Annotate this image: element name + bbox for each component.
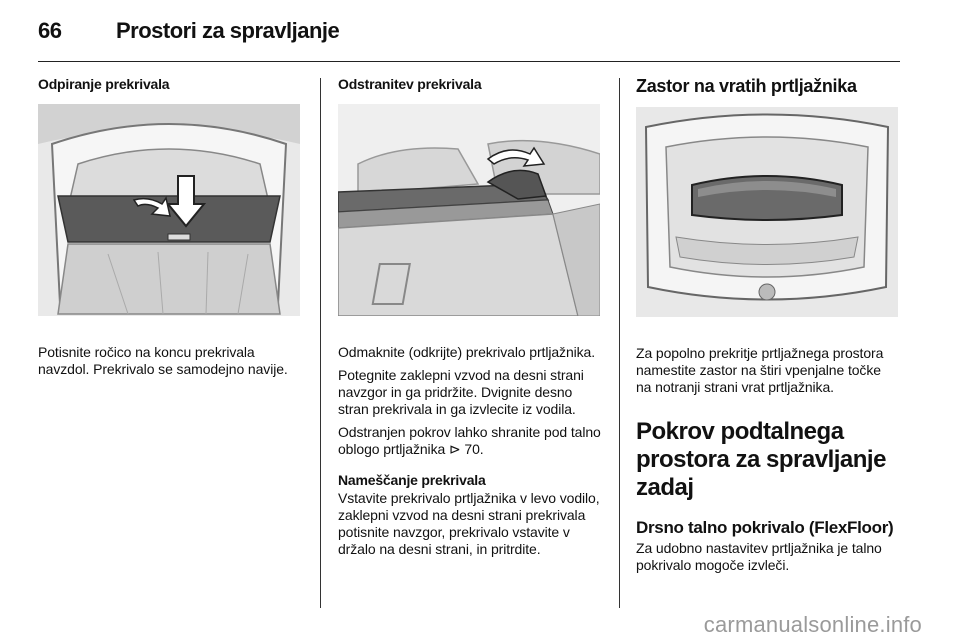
page-reference-icon: ⊳ (448, 441, 461, 457)
figure-cover-removal (338, 104, 600, 316)
column-2 (338, 76, 602, 564)
watermark: carmanualsonline.info (703, 612, 922, 637)
column-divider-right (619, 78, 620, 608)
column-1 (38, 76, 302, 384)
tailgate-blind-icon (636, 107, 898, 317)
page-number: 66 (38, 18, 62, 43)
section-heading-removal: Odstranitev prekrivala (338, 76, 482, 92)
paragraph-opening: Potisnite ročico na koncu prekrivala navzdol. Prekrivalo se samodejno navije. (38, 344, 288, 377)
car-trunk-cover-pull-icon (38, 104, 300, 316)
page-reference[interactable]: 70. (464, 441, 484, 457)
column-3 (636, 76, 900, 580)
paragraph-installation: Vstavite prekrivalo prtljažnika v levo vodilo, zaklepni vzvod na desni strani prekrivala potisnite navzgor, prekrivalo vstavite v držalo na desni strani, in pritrdite. (338, 490, 600, 557)
page-title: Prostori za spravljanje (116, 18, 340, 43)
header-rule (38, 61, 900, 62)
paragraph-lever: Potegnite zaklepni vzvod na desni strani navzgor in ga pridržite. Dvignite desno stran prekrivala in ga izvlecite iz vodila. (338, 367, 584, 417)
column-divider-left (320, 78, 321, 608)
figure-cover-opening (38, 104, 300, 316)
section-heading-tailgate-blind: Zastor na vratih prtljažnika (636, 76, 857, 96)
figure-tailgate-blind (636, 107, 898, 317)
cover-removal-icon (338, 104, 600, 316)
paragraph-flexfloor: Za udobno nastavitev prtljažnika je talno pokrivalo mogoče izvleči. (636, 540, 882, 573)
storage-text: Odstranjen pokrov lahko shranite pod talno oblogo prtljažnika (338, 424, 601, 457)
paragraph-uncover: Odmaknite (odkrijte) prekrivalo prtljažnika. (338, 344, 596, 360)
subheading-installation: Nameščanje prekrivala (338, 472, 486, 488)
paragraph-tailgate-blind: Za popolno prekritje prtljažnega prostora namestite zastor na štiri vpenjalne točke na notranji strani vrat prtljažnika. (636, 345, 884, 395)
section-heading-underfloor-storage: Pokrov podtalnega prostora za spravljanje zadaj (636, 418, 886, 501)
paragraph-storage (338, 424, 602, 458)
subheading-flexfloor: Drsno talno pokrivalo (FlexFloor) (636, 518, 894, 537)
section-heading-opening: Odpiranje prekrivala (38, 76, 170, 92)
